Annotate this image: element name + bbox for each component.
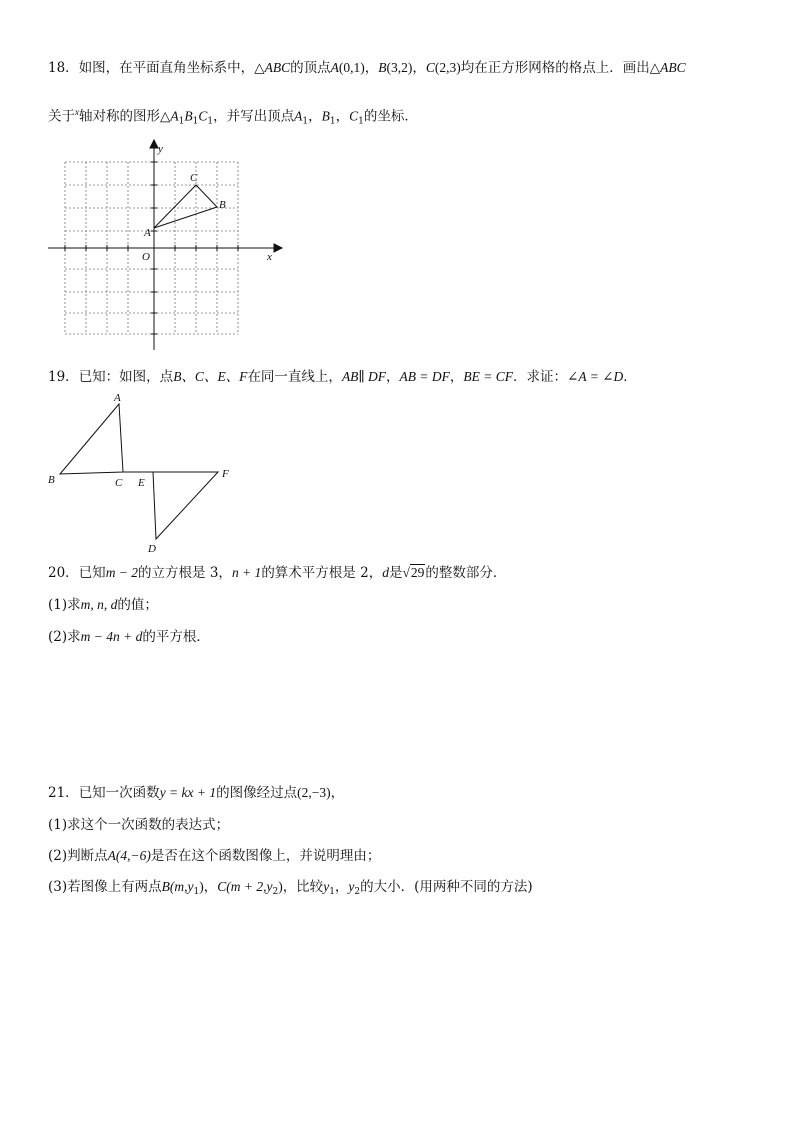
triangle-def	[153, 472, 218, 539]
sqrt-symbol: √	[402, 565, 410, 580]
triangle-abc	[60, 404, 123, 474]
sqrt-radicand: 29	[410, 565, 425, 580]
triangle-abc	[154, 185, 217, 228]
q20-line1: 20．已知m − 2的立方根是 3，n + 1的算术平方根是 2，d是√29的整数部分．	[48, 565, 507, 581]
q18-line2: 关于$^x$轴对称的图形$\triangle A_1B_1C_1$，并写出顶点$A_1$，$B_1$，$C_1$的坐标．	[48, 107, 418, 127]
q20-number: 20．	[48, 565, 79, 581]
q18-line1: 18．如图，在平面直角坐标系中，△ABC的顶点A(0,1)，B(3,2)，C(2,3)均在正方形网格的格点上．画出△ABC	[48, 60, 686, 76]
label-a: A	[144, 227, 151, 239]
axes	[48, 140, 282, 350]
label-b: B	[48, 474, 55, 486]
label-c: C	[115, 477, 123, 489]
label-e: E	[138, 477, 145, 489]
label-d: D	[148, 543, 156, 555]
label-b: B	[219, 199, 226, 211]
q20-part1: (1)求m, n, d的值；	[48, 597, 158, 613]
q19-line1: 19．已知：如图，点B、C、E、F在同一直线上，AB∥ DF，AB = DF，BE = CF．求证：∠A = ∠D．	[48, 369, 637, 385]
q21-part3: (3)若图像上有两点$B(m,y_1)$，$C(m + 2,y_2)$，比较$y_1$，$y_2$的大小．(用两种不同的方法)	[48, 879, 533, 897]
label-c: C	[190, 172, 198, 184]
q21-part1: (1)求这个一次函数的表达式；	[48, 817, 230, 833]
q18-coordinate-grid-figure	[44, 138, 284, 354]
q21-part2: (2)判断点A(4,−6)是否在这个函数图像上，并说明理由；	[48, 848, 381, 864]
q20-part2: (2)求m − 4n + d的平方根．	[48, 629, 210, 645]
label-o: O	[142, 251, 150, 263]
q21-number: 21．	[48, 785, 79, 801]
q19-triangles-figure	[40, 386, 240, 558]
label-y: y	[158, 143, 163, 155]
q18-number: 18．	[48, 60, 79, 76]
q19-number: 19．	[48, 369, 79, 385]
q21-line1: 21．已知一次函数y = kx + 1的图像经过点(2,−3)，	[48, 785, 345, 801]
label-x: x	[267, 251, 272, 263]
label-a: A	[114, 392, 121, 404]
label-f: F	[222, 468, 229, 480]
